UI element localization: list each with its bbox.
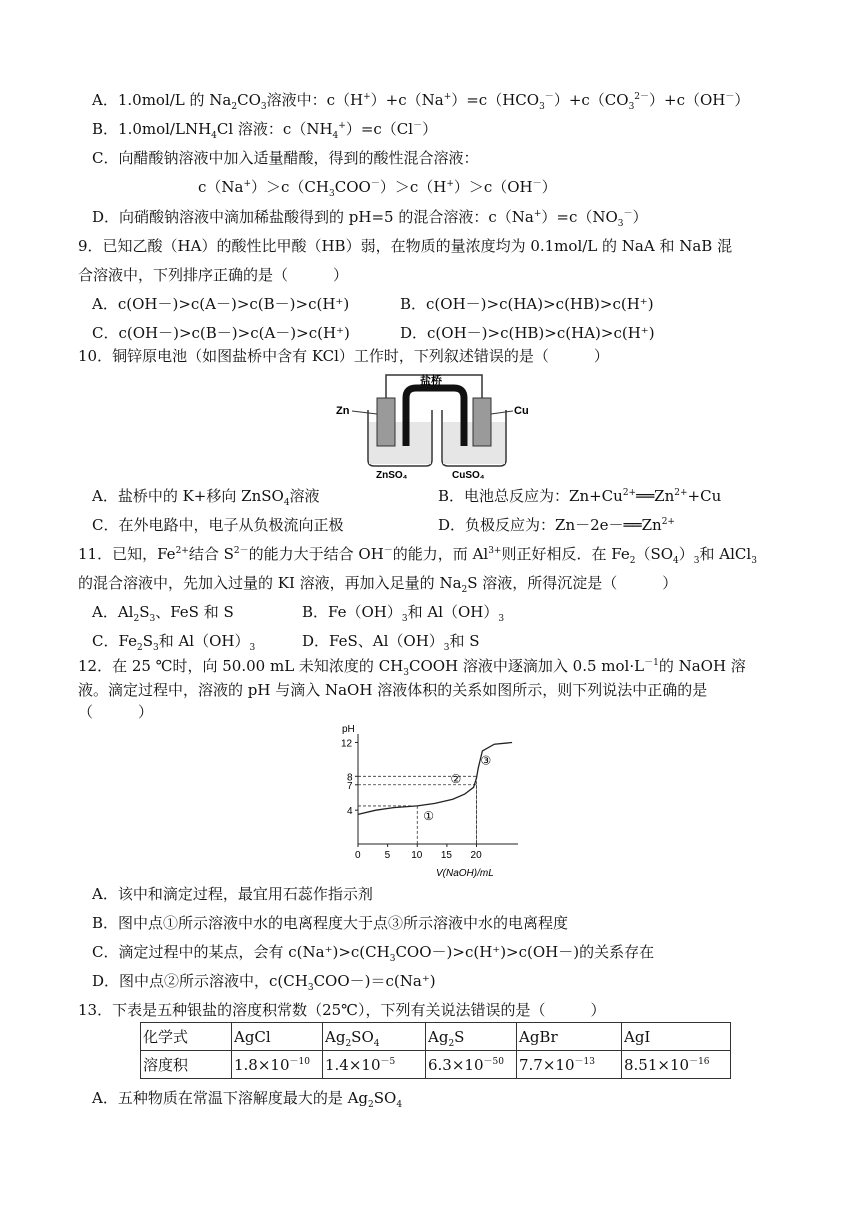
q9-option-d: D．c(OH－)>c(HB)>c(HA)>c(H⁺) (400, 324, 655, 342)
q11-option-c: C．$Fe_2S_3$和 $Al(OH)_3$ (92, 632, 256, 653)
q12-option-a: A．该中和滴定过程，最宜用石蕊作指示剂 (92, 885, 373, 903)
zn-label: Zn (336, 405, 350, 417)
y-tick-label: 7 (347, 780, 353, 792)
q11-option-a: A．$Al_2S_3$、FeS 和 S (92, 603, 234, 624)
x-tick-label: 15 (440, 850, 453, 861)
x-tick-label: 20 (470, 850, 482, 861)
salt-cell: $Ag_2SO_4$ (323, 1023, 426, 1051)
q11-stem-line2: 的混合溶液中，先加入过量的 KI 溶液，再加入足量的 $Na_2S$ 溶液，所得沉淀是（ ） (78, 574, 678, 595)
q10-option-b: B．电池总反应为：$Zn+Cu^{2+}══Zn^{2+}+Cu$ (438, 487, 722, 505)
q9-stem-line1: 9．已知乙酸（HA）的酸性比甲酸（HB）弱，在物质的量浓度均为 0.1mol/L 的 NaA 和 NaB 混 (78, 237, 733, 255)
q12-stem-line1: 12．在 25 ℃时，向 50.00 mL 未知浓度的 $CH_3COOH$ 溶液中逐滴加入 0.5 $mol\cdot L^{-1}$的 NaOH 溶 (78, 657, 746, 678)
ksp-value-cell: $1.8\times 10^{-10}$ (232, 1051, 323, 1079)
galvanic-cell-diagram (330, 370, 540, 480)
point-label: ③ (480, 753, 492, 768)
ksp-value-cell: $6.3\times 10^{-50}$ (426, 1051, 517, 1079)
ksp-table (140, 1022, 731, 1079)
q8-option-b: B．$1.0mol/LNH_4Cl$ 溶液：$c(NH_4^+)=c(Cl^-)$ (92, 120, 438, 141)
q10-option-a: A．盐桥中的 K+移向 ZnSO$_4$溶液 (92, 487, 320, 508)
y-axis-label: pH (342, 724, 355, 735)
q10-stem: 10．铜锌原电池（如图盐桥中含有 KCl）工作时，下列叙述错误的是（ ） (78, 347, 609, 365)
q13-option-a: A．五种物质在常温下溶解度最大的是 $Ag_2SO_4$ (92, 1089, 403, 1110)
q11-stem-line1: 11．已知，$Fe^{2+}$结合 $S^{2-}$的能力大于结合 OH－的能力，而 $Al^{3+}$则正好相反．在 $Fe_2(SO_4)_3$和 AlCl$_3$ (78, 545, 757, 566)
q8-option-c: C．向醋酸钠溶液中加入适量醋酸，得到的酸性混合溶液： (92, 149, 479, 167)
salt-cell: AgCl (232, 1023, 323, 1051)
table-row (141, 1051, 731, 1079)
ksp-value-cell: $1.4\times 10^{-5}$ (323, 1051, 426, 1079)
y-tick-label: 8 (347, 772, 353, 784)
q12-option-c: C．滴定过程中的某点，会有 $c(Na^+)>c(CH_3COO-)>c(H^+)>c(OH-)$的关系存在 (92, 943, 655, 964)
znso4-label: ZnSO₄ (376, 470, 408, 480)
point-label: ② (450, 771, 462, 786)
titration-curve-chart (330, 722, 530, 880)
q8-option-c-expression: $c(Na^+)>c(CH_3COO^-)>c(H^+)>c(OH^-)$ (198, 178, 557, 199)
cu-label: Cu (514, 405, 529, 417)
ksp-value-cell: $8.51\times 10^{-16}$ (622, 1051, 731, 1079)
point-label: ① (423, 808, 435, 823)
table-row-label: 溶度积 (141, 1051, 232, 1079)
table-header-label: 化学式 (141, 1023, 232, 1051)
y-tick-label: 4 (347, 806, 353, 818)
ksp-value-cell: $7.7\times 10^{-13}$ (517, 1051, 622, 1079)
q9-stem-line2: 合溶液中，下列排序正确的是（ ） (78, 266, 349, 284)
q9-option-a: A．c(OH－)>c(A－)>c(B－)>c(H⁺) (92, 295, 350, 313)
cuso4-label: CuSO₄ (452, 470, 485, 480)
q12-stem-line2: 液。滴定过程中，溶液的 pH 与滴入 NaOH 溶液体积的关系如图所示，则下列说法中正确的是 (78, 681, 708, 699)
x-tick-label: 5 (384, 850, 391, 861)
q8-option-d: D．向硝酸钠溶液中滴加稀盐酸得到的 pH=5 的混合溶液：$c(Na^+)=c(NO_3^-)$ (92, 208, 648, 229)
q12-option-d: D．图中点②所示溶液中，$c(CH_3COO-)=c(Na^+)$ (92, 972, 436, 993)
q11-option-d: D．FeS、$Al(OH)_3$和 S (302, 632, 480, 653)
q9-option-b: B．c(OH－)>c(HA)>c(HB)>c(H⁺) (400, 295, 654, 313)
q13-stem: 13．下表是五种银盐的溶度积常数（25℃），下列有关说法错误的是（ ） (78, 1001, 606, 1019)
x-axis-label: V(NaOH)/mL (436, 868, 494, 879)
y-tick-label: 12 (341, 738, 353, 750)
table-row (141, 1023, 731, 1051)
q9-option-c: C．c(OH－)>c(B－)>c(A－)>c(H⁺) (92, 324, 350, 342)
q10-option-c: C．在外电路中，电子从负极流向正极 (92, 516, 344, 534)
q8-option-a: A．1.0mol/L 的 $Na_2CO_3$溶液中：$c(H^+)+c(Na^+)=c(HCO_3^-)+c(CO_3^{2-})+c(OH^-)$ (92, 91, 750, 112)
salt-bridge-label: 盐桥 (420, 375, 442, 387)
q12-option-b: B．图中点①所示溶液中水的电离程度大于点③所示溶液中水的电离程度 (92, 914, 569, 932)
salt-cell: $Ag_2S$ (426, 1023, 517, 1051)
x-tick-label: 10 (411, 850, 423, 861)
q11-option-b: B．$Fe(OH)_3$和 $Al(OH)_3$ (302, 603, 505, 624)
salt-cell: AgBr (517, 1023, 622, 1051)
q10-option-d: D．负极反应为：$Zn-2e-══Zn^{2+}$ (438, 516, 675, 534)
q12-stem-line3: （ ） (78, 703, 154, 721)
salt-cell: AgI (622, 1023, 731, 1051)
x-tick-label: 0 (355, 850, 361, 861)
